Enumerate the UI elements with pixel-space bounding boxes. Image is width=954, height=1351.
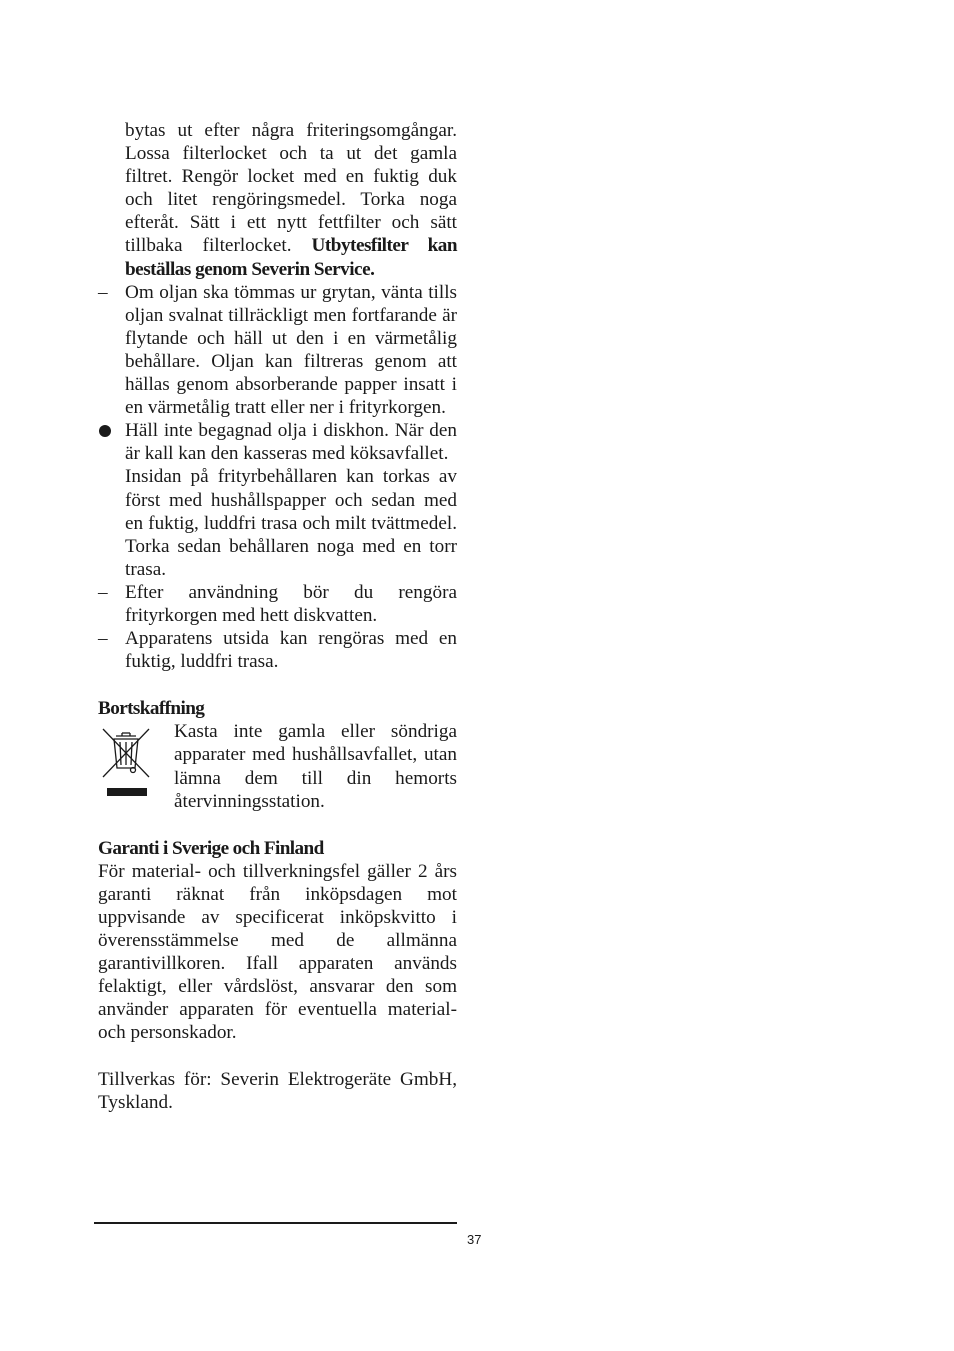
list-item-text: Häll inte begagnad olja i diskhon. När den är kall kan den kasseras med köksavfallet. <box>125 420 457 465</box>
dash-marker <box>98 281 125 304</box>
disposal-section <box>98 720 457 812</box>
dash-marker <box>98 627 125 650</box>
list-item <box>98 581 457 627</box>
warranty-heading: Garanti i Sverige och Finland <box>98 837 324 859</box>
intro-text: bytas ut efter några friteringsomgångar. Lossa filterlocket och ta ut det gamla filtret. Rengör locket med en fuktig duk och litet rengöringsmedel. Torka noga efteråt. Sätt i ett nytt fettfilter och sätt tillbaka filterlocket. <box>125 120 457 257</box>
list-item <box>98 419 457 581</box>
crossed-out-wheelie-bin-icon <box>98 724 154 802</box>
disposal-heading: Bortskaffning <box>98 698 205 720</box>
intro-bold-text: Utbytesfilter kan beställas genom Severin Service. <box>125 235 458 280</box>
list-item-text: Efter användning bör du rengöra frityrkorgen med hett diskvatten. <box>125 581 457 626</box>
list-item-extra-text: Insidan på frityrbehållaren kan torkas av först med hushållspapper och sedan med en fuktig, luddfri trasa och milt tvättmedel. Torka sedan behållaren noga med en torr trasa. <box>125 466 457 580</box>
warranty-text: För material- och tillverkningsfel gäller 2 års garanti räknat från inköpsdagen mot uppvisande av specificerat inköpskvitto i överensstämmelse med de allmänna garantivillkoren. Ifall apparaten används felaktigt, eller vårdslöst, ansvarar den som använder apparaten för eventuella material- och personskador. <box>98 860 457 1044</box>
text-column <box>98 119 457 1114</box>
footer-rule <box>94 1222 457 1224</box>
manufacturer-text: Tillverkas för: Severin Elektrogeräte GmbH, Tyskland. <box>98 1068 457 1113</box>
list-item <box>98 281 457 420</box>
dash-marker <box>98 581 125 604</box>
disposal-text: Kasta inte gamla eller söndriga apparater med hushållsavfallet, utan lämna dem till din hemorts återvinningsstation. <box>174 721 457 812</box>
bullet-icon <box>99 425 111 437</box>
page-number: 37 <box>467 1232 482 1247</box>
list-item-text: Apparatens utsida kan rengöras med en fuktig, luddfri trasa. <box>125 628 457 673</box>
list-item-text: Om oljan ska tömmas ur grytan, vänta tills oljan svalnat tillräckligt men fortfarande är flytande och häll ut den i en värmetålig behållare. Oljan kan filtreras genom att hällas genom absorberande papper insatt i en värmetålig tratt eller ner i frityrkorgen. <box>125 281 457 419</box>
intro-paragraph <box>98 119 457 281</box>
list-item <box>98 627 457 673</box>
